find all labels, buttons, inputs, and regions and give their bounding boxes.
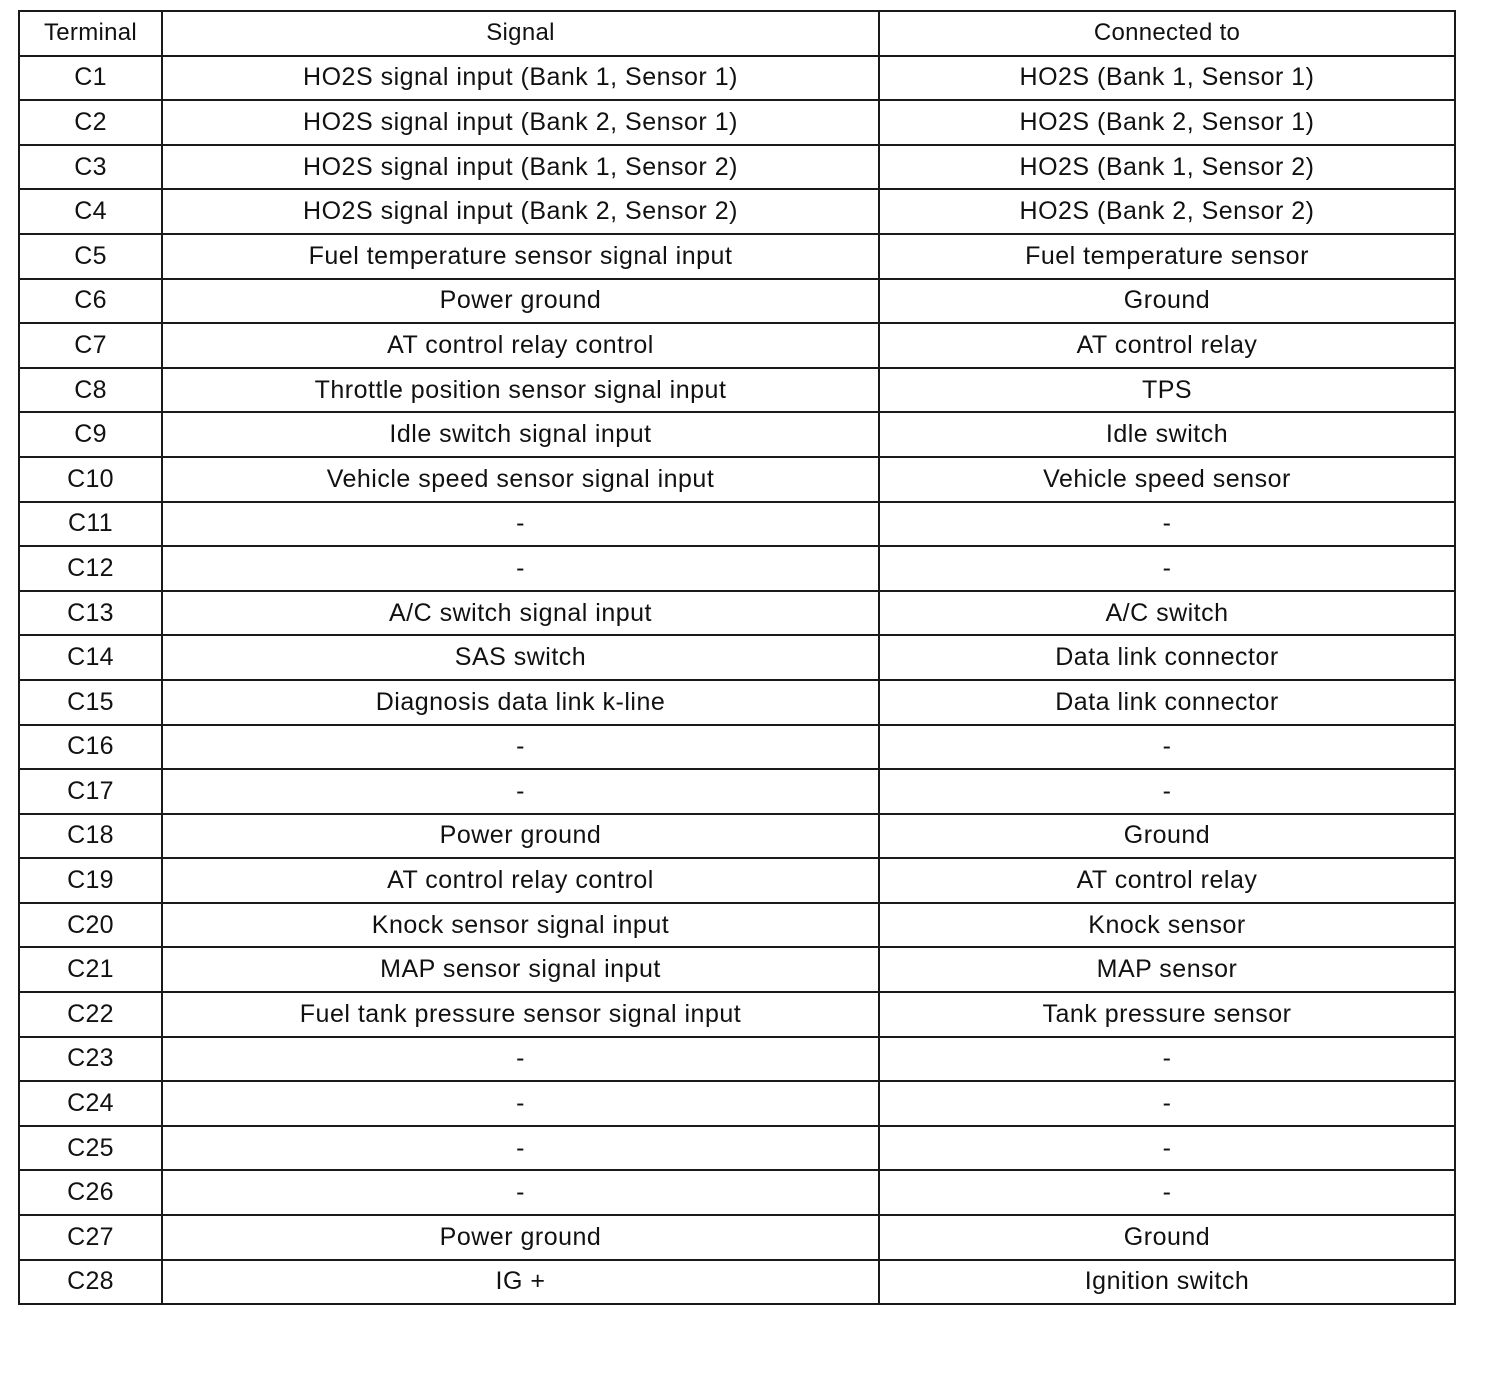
connected-to-cell: -: [879, 725, 1455, 770]
terminal-cell: C16: [19, 725, 162, 770]
signal-cell: SAS switch: [162, 635, 879, 680]
terminal-cell: C21: [19, 947, 162, 992]
connected-to-cell: MAP sensor: [879, 947, 1455, 992]
table-row: [19, 591, 1455, 636]
table-row: [19, 100, 1455, 145]
table-row: [19, 992, 1455, 1037]
header-connected-to: Connected to: [879, 11, 1455, 56]
connected-to-cell: Ground: [879, 1215, 1455, 1260]
table-row: [19, 457, 1455, 502]
terminal-cell: C6: [19, 279, 162, 324]
terminal-cell: C13: [19, 591, 162, 636]
signal-cell: HO2S signal input (Bank 1, Sensor 1): [162, 56, 879, 101]
terminal-cell: C2: [19, 100, 162, 145]
terminal-cell: C15: [19, 680, 162, 725]
connected-to-cell: TPS: [879, 368, 1455, 413]
table-row: [19, 1170, 1455, 1215]
terminal-cell: C17: [19, 769, 162, 814]
connected-to-cell: Knock sensor: [879, 903, 1455, 948]
table-row: [19, 279, 1455, 324]
connected-to-cell: -: [879, 1081, 1455, 1126]
connected-to-cell: Vehicle speed sensor: [879, 457, 1455, 502]
terminal-cell: C18: [19, 814, 162, 859]
connected-to-cell: A/C switch: [879, 591, 1455, 636]
terminal-cell: C1: [19, 56, 162, 101]
signal-cell: Idle switch signal input: [162, 412, 879, 457]
table-row: [19, 947, 1455, 992]
connected-to-cell: -: [879, 502, 1455, 547]
table-row: [19, 725, 1455, 770]
terminal-cell: C22: [19, 992, 162, 1037]
table-row: [19, 903, 1455, 948]
terminal-cell: C26: [19, 1170, 162, 1215]
table-row: [19, 1126, 1455, 1171]
signal-cell: Throttle position sensor signal input: [162, 368, 879, 413]
connected-to-cell: Data link connector: [879, 635, 1455, 680]
connected-to-cell: -: [879, 769, 1455, 814]
signal-cell: -: [162, 1126, 879, 1171]
table-row: [19, 189, 1455, 234]
terminal-cell: C5: [19, 234, 162, 279]
terminal-cell: C20: [19, 903, 162, 948]
signal-cell: HO2S signal input (Bank 2, Sensor 1): [162, 100, 879, 145]
header-signal: Signal: [162, 11, 879, 56]
connected-to-cell: Tank pressure sensor: [879, 992, 1455, 1037]
signal-cell: A/C switch signal input: [162, 591, 879, 636]
table-row: [19, 858, 1455, 903]
connected-to-cell: AT control relay: [879, 858, 1455, 903]
connected-to-cell: Data link connector: [879, 680, 1455, 725]
table-row: [19, 680, 1455, 725]
table-row: [19, 323, 1455, 368]
terminal-cell: C11: [19, 502, 162, 547]
table-row: [19, 1081, 1455, 1126]
terminal-cell: C25: [19, 1126, 162, 1171]
header-terminal: Terminal: [19, 11, 162, 56]
connected-to-cell: -: [879, 1037, 1455, 1082]
table-row: [19, 145, 1455, 190]
signal-cell: Fuel temperature sensor signal input: [162, 234, 879, 279]
signal-cell: Power ground: [162, 1215, 879, 1260]
terminal-cell: C8: [19, 368, 162, 413]
table-row: [19, 56, 1455, 101]
header-row: [19, 11, 1455, 56]
terminal-cell: C28: [19, 1260, 162, 1305]
signal-cell: AT control relay control: [162, 858, 879, 903]
signal-cell: MAP sensor signal input: [162, 947, 879, 992]
table-row: [19, 368, 1455, 413]
table-row: [19, 502, 1455, 547]
table-row: [19, 1260, 1455, 1305]
signal-cell: IG +: [162, 1260, 879, 1305]
signal-cell: -: [162, 1037, 879, 1082]
terminal-cell: C10: [19, 457, 162, 502]
terminal-cell: C27: [19, 1215, 162, 1260]
signal-cell: -: [162, 725, 879, 770]
signal-cell: -: [162, 502, 879, 547]
connected-to-cell: Ground: [879, 279, 1455, 324]
terminal-cell: C24: [19, 1081, 162, 1126]
terminal-cell: C23: [19, 1037, 162, 1082]
connected-to-cell: Ignition switch: [879, 1260, 1455, 1305]
signal-cell: Power ground: [162, 279, 879, 324]
terminal-cell: C3: [19, 145, 162, 190]
connected-to-cell: HO2S (Bank 1, Sensor 1): [879, 56, 1455, 101]
terminal-cell: C19: [19, 858, 162, 903]
terminal-cell: C9: [19, 412, 162, 457]
terminal-cell: C14: [19, 635, 162, 680]
connected-to-cell: AT control relay: [879, 323, 1455, 368]
signal-cell: -: [162, 1081, 879, 1126]
table-row: [19, 234, 1455, 279]
signal-cell: -: [162, 1170, 879, 1215]
signal-cell: Vehicle speed sensor signal input: [162, 457, 879, 502]
signal-cell: HO2S signal input (Bank 1, Sensor 2): [162, 145, 879, 190]
signal-cell: -: [162, 769, 879, 814]
pinout-sheet: [18, 10, 1454, 1305]
connected-to-cell: HO2S (Bank 1, Sensor 2): [879, 145, 1455, 190]
connected-to-cell: -: [879, 1170, 1455, 1215]
connected-to-cell: Ground: [879, 814, 1455, 859]
table-header: [19, 11, 1455, 56]
table-row: [19, 1037, 1455, 1082]
signal-cell: HO2S signal input (Bank 2, Sensor 2): [162, 189, 879, 234]
terminal-cell: C4: [19, 189, 162, 234]
table-body: [19, 56, 1455, 1305]
connected-to-cell: -: [879, 1126, 1455, 1171]
connected-to-cell: Idle switch: [879, 412, 1455, 457]
table-row: [19, 635, 1455, 680]
table-row: [19, 769, 1455, 814]
terminal-cell: C7: [19, 323, 162, 368]
signal-cell: Knock sensor signal input: [162, 903, 879, 948]
table-row: [19, 546, 1455, 591]
connected-to-cell: HO2S (Bank 2, Sensor 2): [879, 189, 1455, 234]
signal-cell: Diagnosis data link k-line: [162, 680, 879, 725]
table-row: [19, 814, 1455, 859]
signal-cell: Power ground: [162, 814, 879, 859]
terminal-cell: C12: [19, 546, 162, 591]
connected-to-cell: Fuel temperature sensor: [879, 234, 1455, 279]
signal-cell: Fuel tank pressure sensor signal input: [162, 992, 879, 1037]
table-row: [19, 412, 1455, 457]
connected-to-cell: -: [879, 546, 1455, 591]
table-row: [19, 1215, 1455, 1260]
signal-cell: -: [162, 546, 879, 591]
connected-to-cell: HO2S (Bank 2, Sensor 1): [879, 100, 1455, 145]
terminal-pinout-table: [18, 10, 1456, 1305]
signal-cell: AT control relay control: [162, 323, 879, 368]
